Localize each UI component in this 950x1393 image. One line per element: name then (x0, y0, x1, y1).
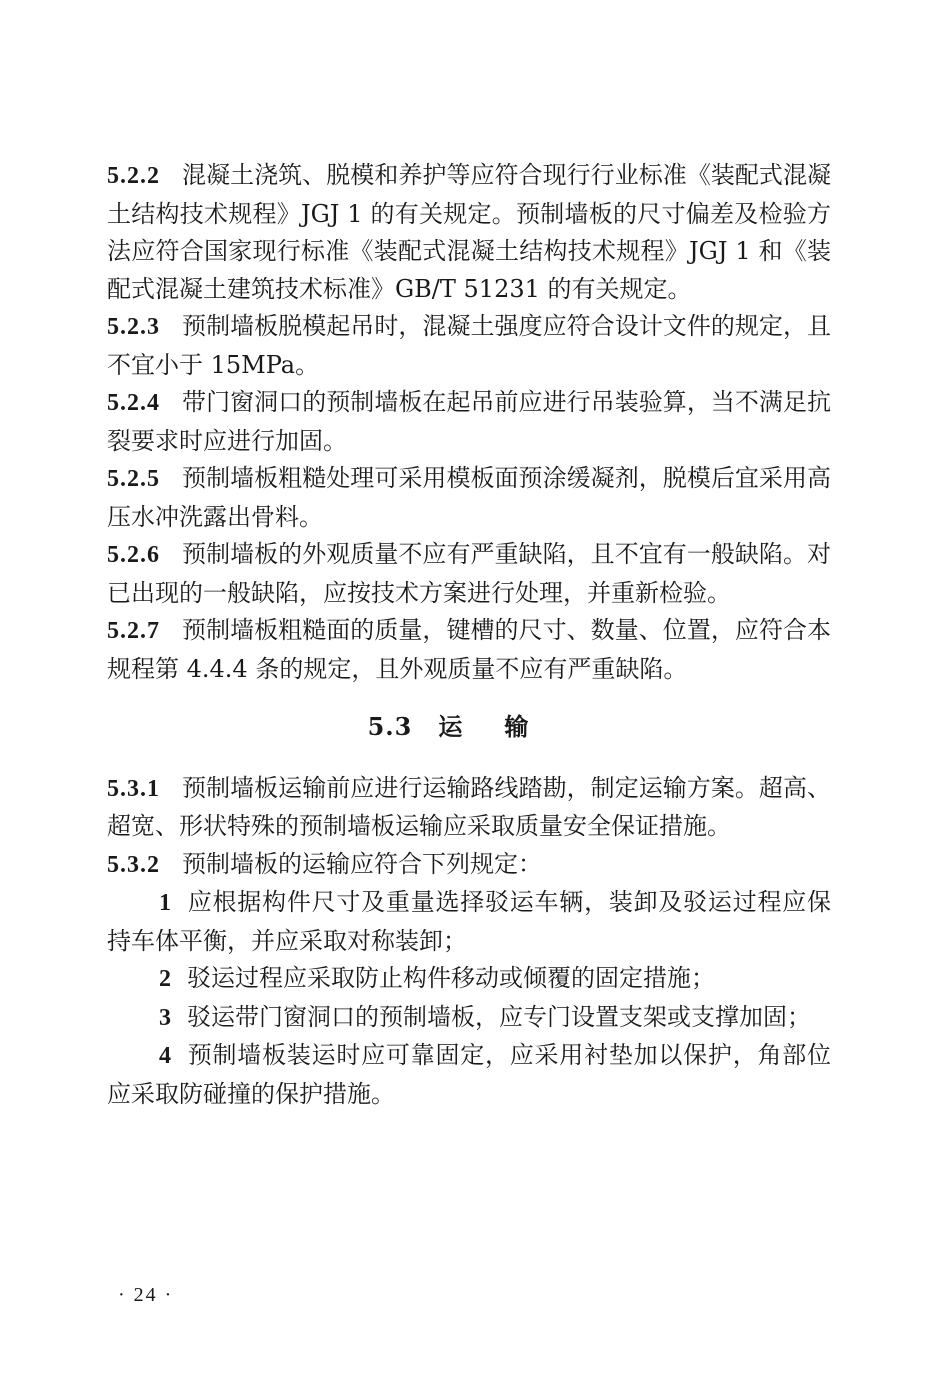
item-number: 3 (159, 1004, 171, 1031)
clause-number: 5.3.2 (107, 851, 160, 878)
clause-5-2-7 (107, 612, 831, 688)
clause-text: 预制墙板的外观质量不应有严重缺陷，且不宜有一般缺陷。对已出现的一般缺陷，应按技术方案进行处理，并重新检验。 (107, 540, 831, 607)
document-body (107, 157, 831, 1113)
clause-5-2-3 (107, 308, 831, 384)
item-text: 驳运带门窗洞口的预制墙板，应专门设置支架或支撑加固； (187, 1002, 811, 1031)
list-item (107, 960, 831, 999)
clause-text: 预制墙板脱模起吊时，混凝土强度应符合设计文件的规定，且不宜小于 15MPa。 (107, 312, 831, 379)
clause-number: 5.2.3 (107, 314, 160, 340)
item-number: 4 (159, 1043, 171, 1069)
clause-5-3-1 (107, 770, 831, 846)
clause-5-3-2 (107, 846, 831, 885)
clause-text: 带门窗洞口的预制墙板在起吊前应进行吊装验算，当不满足抗裂要求时应进行加固。 (107, 388, 831, 455)
clause-text: 预制墙板粗糙面的质量，键槽的尺寸、数量、位置，应符合本规程第 4.4.4 条的规定，且外观质量不应有严重缺陷。 (107, 616, 831, 683)
clause-text: 预制墙板运输前应进行运输路线踏勘，制定运输方案。超高、超宽、形状特殊的预制墙板运输应采取质量安全保证措施。 (107, 773, 831, 840)
clause-text: 预制墙板的运输应符合下列规定： (182, 849, 542, 878)
clause-text: 混凝土浇筑、脱模和养护等应符合现行行业标准《装配式混凝土结构技术规程》JGJ 1 的有关规定。预制墙板的尺寸偏差及检验方法应符合国家现行标准《装配式混凝土结构技术规程》JGJ 1 和《装配式混凝土建筑技术标准》GB/T 51231 的有关规定。 (107, 161, 831, 303)
list-item (107, 884, 831, 960)
list-item (107, 1037, 831, 1113)
clause-5-2-5 (107, 460, 831, 536)
clause-number: 5.2.4 (107, 390, 160, 416)
item-text: 预制墙板装运时应可靠固定，应采用衬垫加以保护，角部位应采取防碰撞的保护措施。 (107, 1041, 831, 1108)
list-item (107, 999, 831, 1038)
item-text: 驳运过程应采取防止构件移动或倾覆的固定措施； (187, 964, 715, 992)
item-text: 应根据构件尺寸及重量选择驳运车辆，装卸及驳运过程应保持车体平衡，并应采取对称装卸； (107, 888, 831, 955)
clause-5-2-4 (107, 384, 831, 460)
section-title: 运输 (438, 712, 571, 741)
clause-5-2-2 (107, 157, 831, 308)
page-number: · 24 · (118, 1284, 174, 1306)
section-heading (107, 708, 831, 746)
item-number: 1 (159, 890, 171, 916)
clause-number: 5.2.7 (107, 618, 160, 644)
clause-text: 预制墙板粗糙处理可采用模板面预涂缓凝剂，脱模后宜采用高压水冲洗露出骨料。 (107, 464, 831, 531)
section-number: 5.3 (367, 712, 413, 741)
clause-5-2-6 (107, 536, 831, 612)
item-number: 2 (159, 966, 171, 992)
clause-number: 5.2.6 (107, 542, 160, 568)
clause-number: 5.2.2 (107, 163, 160, 189)
clause-number: 5.2.5 (107, 466, 160, 492)
clause-number: 5.3.1 (107, 775, 160, 802)
